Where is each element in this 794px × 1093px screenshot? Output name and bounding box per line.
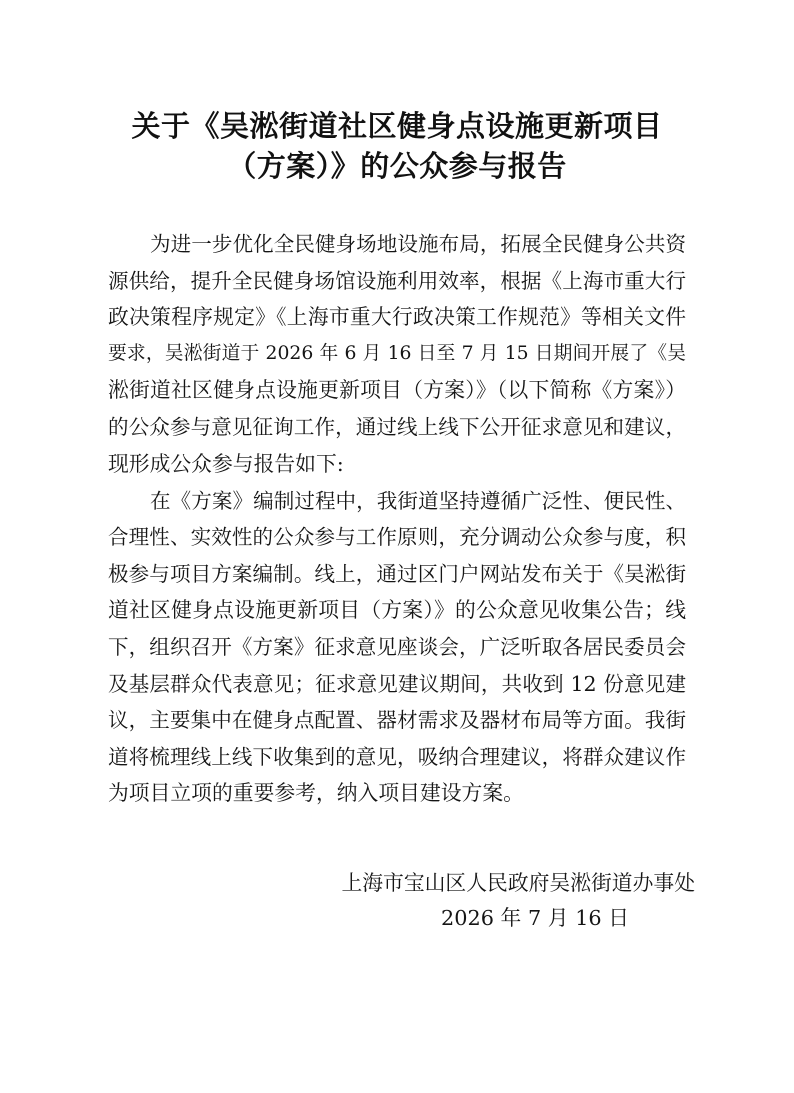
paragraph-1-line-1: 为进一步优化全民健身场地设施布局，拓展全民健身公共资 bbox=[150, 232, 686, 256]
paragraph-2-line-1: 在《方案》编制过程中，我街道坚持遵循广泛性、便民性、 bbox=[150, 489, 686, 513]
paragraph-2-line-2: 合理性、实效性的公众参与工作原则，充分调动公众参与度，积 bbox=[108, 525, 686, 549]
paragraph-2-line-5: 下，组织召开《方案》征求意见座谈会，广泛听取各居民委员会 bbox=[108, 635, 686, 659]
report-title-line-2: （方案）》的公众参与报告 bbox=[227, 149, 567, 183]
paragraph-2-line-4: 道社区健身点设施更新项目（方案）》的公众意见收集公告；线 bbox=[108, 598, 686, 622]
paragraph-2-line-6: 及基层群众代表意见；征求意见建议期间，共收到 12 份意见建 bbox=[108, 672, 686, 696]
paragraph-2-line-3: 极参与项目方案编制。线上，通过区门户网站发布关于《吴淞街 bbox=[108, 562, 686, 586]
report-title-line-1: 关于《吴淞街道社区健身点设施更新项目 bbox=[131, 109, 663, 143]
paragraph-1-line-4: 要求，吴淞街道于 2026 年 6 月 16 日至 7 月 15 日期间开展了《吴 bbox=[108, 343, 686, 364]
paragraph-2-line-8: 道将梳理线上线下收集到的意见，吸纳合理建议，将群众建议作 bbox=[108, 745, 686, 769]
signature-date: 2026 年 7 月 16 日 bbox=[441, 906, 630, 930]
paragraph-1-line-5: 淞街道社区健身点设施更新项目（方案）》（以下简称《方案》） bbox=[108, 378, 686, 402]
paragraph-1-line-2: 源供给，提升全民健身场馆设施利用效率，根据《上海市重大行 bbox=[108, 269, 686, 293]
paragraph-1-line-3: 政决策程序规定》《上海市重大行政决策工作规范》等相关文件 bbox=[108, 305, 686, 329]
paragraph-2-line-9: 为项目立项的重要参考，纳入项目建设方案。 bbox=[108, 781, 524, 805]
paragraph-1-line-7: 现形成公众参与报告如下: bbox=[108, 452, 344, 476]
paragraph-2-line-7: 议，主要集中在健身点配置、器材需求及器材布局等方面。我街 bbox=[108, 708, 686, 732]
signature-organization: 上海市宝山区人民政府吴淞街道办事处 bbox=[341, 871, 695, 895]
paragraph-1-line-6: 的公众参与意见征询工作，通过线上线下公开征求意见和建议， bbox=[108, 415, 686, 439]
